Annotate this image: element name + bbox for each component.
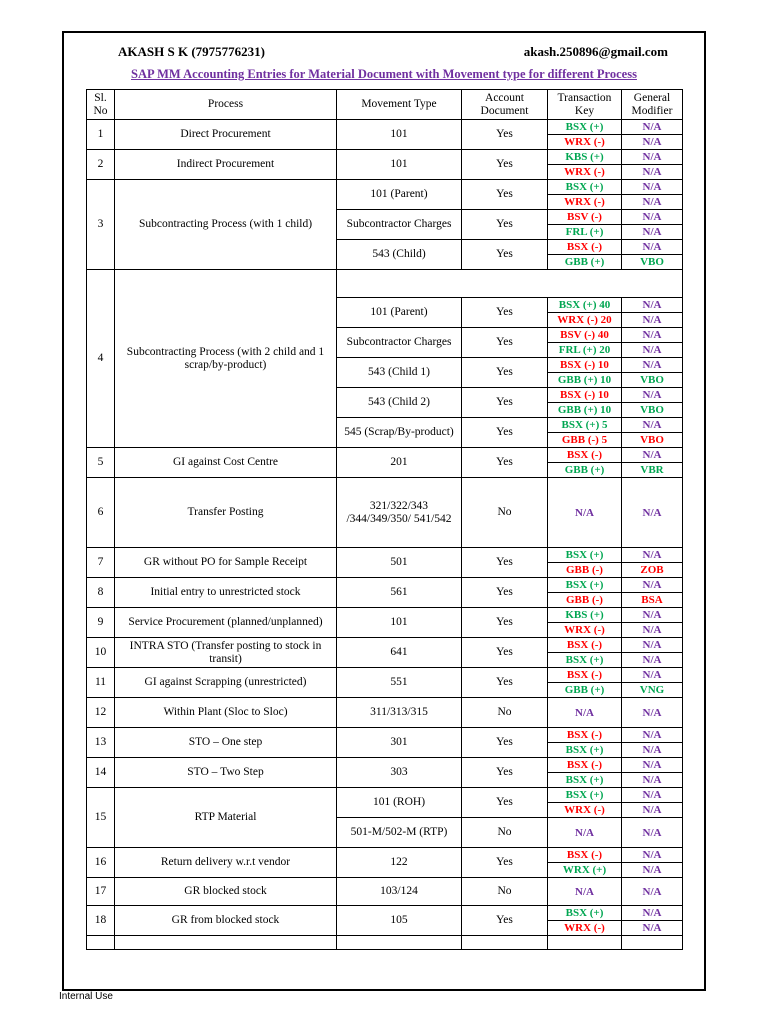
- transaction-key-cell: [548, 180, 622, 210]
- table-row: [87, 448, 683, 478]
- transaction-key-cell: [548, 878, 622, 906]
- transaction-key: WRX (-): [564, 196, 605, 208]
- serial-number: 13: [87, 728, 115, 758]
- general-modifier: N/A: [622, 328, 682, 343]
- serial-number: 4: [87, 270, 115, 448]
- table-row: [87, 270, 683, 298]
- transaction-key: N/A: [575, 826, 594, 839]
- transaction-key-cell: [548, 358, 622, 388]
- general-modifier-cell: [622, 906, 683, 936]
- general-modifier: N/A: [622, 358, 682, 373]
- transaction-key-cell: [548, 818, 622, 848]
- general-modifier: N/A: [642, 196, 662, 208]
- general-modifier: N/A: [622, 150, 682, 165]
- transaction-key: N/A: [575, 706, 594, 719]
- movement-type: 561: [337, 578, 462, 608]
- serial-number: 16: [87, 848, 115, 878]
- general-modifier-cell: [622, 180, 683, 210]
- general-modifier: N/A: [622, 788, 682, 803]
- serial-number: 18: [87, 906, 115, 936]
- transaction-key-cell: [548, 578, 622, 608]
- account-document: Yes: [462, 328, 548, 358]
- transaction-key-cell: [548, 608, 622, 638]
- movement-type: 101 (ROH): [337, 788, 462, 818]
- table-row: [87, 668, 683, 698]
- general-modifier-cell: [622, 210, 683, 240]
- general-modifier-cell: [622, 298, 683, 328]
- movement-type: 501: [337, 548, 462, 578]
- table-row: [87, 150, 683, 180]
- transaction-key-cell: [548, 388, 622, 418]
- process-name: GR blocked stock: [115, 878, 337, 906]
- general-modifier-cell: [622, 120, 683, 150]
- transaction-key-cell: [548, 906, 622, 936]
- transaction-key-cell: [548, 210, 622, 240]
- transaction-key-cell: [548, 240, 622, 270]
- transaction-key: WRX (-): [564, 624, 605, 636]
- movement-type: 303: [337, 758, 462, 788]
- table-row: [87, 608, 683, 638]
- account-document: Yes: [462, 906, 548, 936]
- account-document: Yes: [462, 120, 548, 150]
- transaction-key-cell: [548, 728, 622, 758]
- general-modifier-cell: [622, 698, 683, 728]
- account-document: Yes: [462, 418, 548, 448]
- serial-number: 1: [87, 120, 115, 150]
- movement-type: 101: [337, 150, 462, 180]
- transaction-key: BSX (-): [548, 668, 621, 683]
- general-modifier: N/A: [642, 864, 662, 876]
- transaction-key: BSX (+): [565, 654, 604, 666]
- general-modifier: BSA: [641, 594, 663, 606]
- process-name: RTP Material: [115, 788, 337, 848]
- movement-type: 101: [337, 120, 462, 150]
- transaction-key: BSX (+) 5: [548, 418, 621, 433]
- table-row: [87, 788, 683, 818]
- blank-cell: [337, 270, 683, 298]
- transaction-key: BSV (-) 40: [548, 328, 621, 343]
- movement-type: 551: [337, 668, 462, 698]
- transaction-key: BSX (-): [548, 638, 621, 653]
- general-modifier: N/A: [642, 166, 662, 178]
- transaction-key: BSX (-) 10: [548, 358, 621, 373]
- process-name: Direct Procurement: [115, 120, 337, 150]
- account-document: No: [462, 698, 548, 728]
- process-name: GR from blocked stock: [115, 906, 337, 936]
- blank-cell: [115, 936, 337, 950]
- serial-number: 6: [87, 478, 115, 548]
- table-row: [87, 758, 683, 788]
- transaction-key: BSV (-): [548, 210, 621, 225]
- general-modifier: N/A: [622, 848, 682, 863]
- process-name: GI against Cost Centre: [115, 448, 337, 478]
- blank-cell: [462, 936, 548, 950]
- account-document: Yes: [462, 388, 548, 418]
- movement-type: 105: [337, 906, 462, 936]
- general-modifier-cell: [622, 150, 683, 180]
- movement-type: Subcontractor Charges: [337, 210, 462, 240]
- general-modifier: N/A: [642, 344, 662, 356]
- transaction-key: BSX (+): [548, 906, 621, 921]
- transaction-key-cell: [548, 788, 622, 818]
- transaction-key: BSX (+): [565, 744, 604, 756]
- transaction-key: N/A: [575, 885, 594, 898]
- general-modifier: VBO: [640, 404, 664, 416]
- table-row: [87, 180, 683, 210]
- general-modifier: N/A: [622, 418, 682, 433]
- process-name: Service Procurement (planned/unplanned): [115, 608, 337, 638]
- general-modifier-cell: [622, 818, 683, 848]
- table-row: [87, 638, 683, 668]
- account-document: No: [462, 478, 548, 548]
- transaction-key: BSX (+): [565, 774, 604, 786]
- general-modifier: N/A: [642, 136, 662, 148]
- transaction-key: WRX (-): [564, 136, 605, 148]
- transaction-key: BSX (-): [548, 448, 621, 463]
- account-document: Yes: [462, 180, 548, 210]
- account-document: Yes: [462, 788, 548, 818]
- serial-number: 12: [87, 698, 115, 728]
- transaction-key: KBS (+): [548, 150, 621, 165]
- table-row: [87, 848, 683, 878]
- transaction-key-cell: [548, 150, 622, 180]
- process-name: INTRA STO (Transfer posting to stock in transit): [115, 638, 337, 668]
- general-modifier: N/A: [622, 388, 682, 403]
- account-document: Yes: [462, 638, 548, 668]
- general-modifier-cell: [622, 848, 683, 878]
- general-modifier-cell: [622, 418, 683, 448]
- process-name: Indirect Procurement: [115, 150, 337, 180]
- general-modifier: VNG: [639, 684, 665, 696]
- serial-number: 17: [87, 878, 115, 906]
- movement-type: 301: [337, 728, 462, 758]
- general-modifier: N/A: [642, 706, 662, 719]
- general-modifier: VBO: [640, 256, 664, 268]
- general-modifier: N/A: [642, 774, 662, 786]
- process-name: GR without PO for Sample Receipt: [115, 548, 337, 578]
- serial-number: 3: [87, 180, 115, 270]
- process-name: Within Plant (Sloc to Sloc): [115, 698, 337, 728]
- transaction-key: WRX (-): [564, 804, 605, 816]
- account-document: Yes: [462, 358, 548, 388]
- blank-cell: [548, 936, 622, 950]
- column-header: Movement Type: [337, 90, 462, 120]
- transaction-key: GBB (-): [566, 564, 603, 576]
- transaction-key-cell: [548, 448, 622, 478]
- general-modifier: N/A: [642, 654, 662, 666]
- table-row: [87, 878, 683, 906]
- serial-number: 9: [87, 608, 115, 638]
- general-modifier-cell: [622, 668, 683, 698]
- transaction-key-cell: [548, 638, 622, 668]
- account-document: No: [462, 818, 548, 848]
- general-modifier-cell: [622, 728, 683, 758]
- transaction-key-cell: [548, 328, 622, 358]
- transaction-key: GBB (+): [564, 684, 605, 696]
- account-document: Yes: [462, 728, 548, 758]
- account-document: Yes: [462, 848, 548, 878]
- transaction-key: WRX (+): [562, 864, 607, 876]
- table-row: [87, 548, 683, 578]
- process-name: STO – Two Step: [115, 758, 337, 788]
- table-row: [87, 578, 683, 608]
- process-name: Return delivery w.r.t vendor: [115, 848, 337, 878]
- general-modifier: N/A: [642, 885, 662, 898]
- general-modifier: N/A: [622, 638, 682, 653]
- general-modifier: N/A: [622, 548, 682, 563]
- transaction-key-cell: [548, 418, 622, 448]
- general-modifier-cell: [622, 478, 683, 548]
- movement-type: 311/313/315: [337, 698, 462, 728]
- table-row: [87, 120, 683, 150]
- transaction-key-cell: [548, 548, 622, 578]
- blank-cell: [622, 936, 683, 950]
- transaction-key-cell: [548, 120, 622, 150]
- transaction-key: BSX (-): [548, 848, 621, 863]
- serial-number: 8: [87, 578, 115, 608]
- transaction-key: GBB (-): [566, 594, 603, 606]
- account-document: Yes: [462, 668, 548, 698]
- transaction-key: BSX (-): [548, 728, 621, 743]
- movement-type: 501-M/502-M (RTP): [337, 818, 462, 848]
- author-email: akash.250896@gmail.com: [523, 44, 668, 59]
- movement-type: 101 (Parent): [337, 180, 462, 210]
- general-modifier: N/A: [642, 624, 662, 636]
- general-modifier: N/A: [642, 922, 662, 934]
- movement-type: 101 (Parent): [337, 298, 462, 328]
- general-modifier-cell: [622, 548, 683, 578]
- general-modifier-cell: [622, 328, 683, 358]
- movement-type: 543 (Child 1): [337, 358, 462, 388]
- account-document: Yes: [462, 578, 548, 608]
- general-modifier-cell: [622, 388, 683, 418]
- movement-type: 321/322/343 /344/349/350/ 541/542: [337, 478, 462, 548]
- transaction-key: FRL (+): [565, 226, 604, 238]
- transaction-key: KBS (+): [548, 608, 621, 623]
- serial-number: 7: [87, 548, 115, 578]
- transaction-key: FRL (+) 20: [558, 344, 611, 356]
- author-name: AKASH S K (7975776231): [118, 44, 265, 59]
- transaction-key: WRX (-): [564, 922, 605, 934]
- process-name: Subcontracting Process (with 2 child and 1 scrap/by-product): [115, 270, 337, 448]
- transaction-key: BSX (+) 40: [548, 298, 621, 313]
- movement-type: 103/124: [337, 878, 462, 906]
- transaction-key: BSX (+): [548, 578, 621, 593]
- table-row: [87, 698, 683, 728]
- general-modifier: VBO: [640, 374, 664, 386]
- general-modifier: N/A: [622, 240, 682, 255]
- blank-cell: [337, 936, 462, 950]
- general-modifier-cell: [622, 878, 683, 906]
- account-document: Yes: [462, 298, 548, 328]
- general-modifier: VBR: [640, 464, 664, 476]
- movement-type: 201: [337, 448, 462, 478]
- general-modifier-cell: [622, 608, 683, 638]
- general-modifier-cell: [622, 758, 683, 788]
- process-name: Transfer Posting: [115, 478, 337, 548]
- general-modifier: N/A: [642, 826, 662, 839]
- general-modifier: N/A: [642, 226, 662, 238]
- general-modifier-cell: [622, 240, 683, 270]
- movement-type: 122: [337, 848, 462, 878]
- table-header-row: [87, 90, 683, 120]
- movement-type: 545 (Scrap/By-product): [337, 418, 462, 448]
- general-modifier-cell: [622, 578, 683, 608]
- accounting-entries-table: [86, 89, 683, 950]
- general-modifier: N/A: [642, 506, 662, 519]
- movement-type: 101: [337, 608, 462, 638]
- column-header: Process: [115, 90, 337, 120]
- serial-number: 15: [87, 788, 115, 848]
- account-document: Yes: [462, 448, 548, 478]
- general-modifier: N/A: [622, 448, 682, 463]
- movement-type: Subcontractor Charges: [337, 328, 462, 358]
- column-header: Account Document: [462, 90, 548, 120]
- general-modifier: N/A: [622, 180, 682, 195]
- account-document: Yes: [462, 608, 548, 638]
- table-row: [87, 478, 683, 548]
- general-modifier: N/A: [642, 804, 662, 816]
- column-header: Transaction Key: [548, 90, 622, 120]
- transaction-key: BSX (+): [548, 788, 621, 803]
- general-modifier: ZOB: [640, 564, 664, 576]
- transaction-key: N/A: [575, 506, 594, 519]
- general-modifier: N/A: [622, 668, 682, 683]
- transaction-key-cell: [548, 848, 622, 878]
- transaction-key: BSX (-): [548, 758, 621, 773]
- serial-number: 11: [87, 668, 115, 698]
- general-modifier: N/A: [622, 120, 682, 135]
- blank-cell: [87, 936, 115, 950]
- transaction-key: WRX (-) 20: [557, 314, 612, 326]
- account-document: Yes: [462, 150, 548, 180]
- transaction-key-cell: [548, 478, 622, 548]
- column-header: Sl. No: [87, 90, 115, 120]
- transaction-key-cell: [548, 668, 622, 698]
- transaction-key: GBB (+): [564, 464, 605, 476]
- account-document: Yes: [462, 548, 548, 578]
- transaction-key: BSX (+): [548, 548, 621, 563]
- general-modifier: N/A: [622, 608, 682, 623]
- column-header: General Modifier: [622, 90, 683, 120]
- general-modifier: N/A: [642, 314, 662, 326]
- process-name: Initial entry to unrestricted stock: [115, 578, 337, 608]
- transaction-key-cell: [548, 698, 622, 728]
- general-modifier: N/A: [622, 758, 682, 773]
- movement-type: 543 (Child 2): [337, 388, 462, 418]
- general-modifier: N/A: [642, 744, 662, 756]
- account-document: No: [462, 878, 548, 906]
- movement-type: 543 (Child): [337, 240, 462, 270]
- transaction-key: GBB (+) 10: [557, 404, 612, 416]
- serial-number: 14: [87, 758, 115, 788]
- general-modifier: N/A: [622, 728, 682, 743]
- movement-type: 641: [337, 638, 462, 668]
- transaction-key: BSX (+): [548, 120, 621, 135]
- table-row: [87, 906, 683, 936]
- serial-number: 5: [87, 448, 115, 478]
- table-row: [87, 936, 683, 950]
- transaction-key-cell: [548, 758, 622, 788]
- process-name: STO – One step: [115, 728, 337, 758]
- account-document: Yes: [462, 210, 548, 240]
- transaction-key: BSX (-): [548, 240, 621, 255]
- footer-label: Internal Use: [59, 991, 113, 1002]
- general-modifier: N/A: [622, 210, 682, 225]
- general-modifier: N/A: [622, 906, 682, 921]
- general-modifier: N/A: [622, 578, 682, 593]
- general-modifier: N/A: [622, 298, 682, 313]
- general-modifier-cell: [622, 788, 683, 818]
- general-modifier-cell: [622, 448, 683, 478]
- process-name: GI against Scrapping (unrestricted): [115, 668, 337, 698]
- general-modifier-cell: [622, 638, 683, 668]
- table-row: [87, 728, 683, 758]
- document-title: SAP MM Accounting Entries for Material Document with Movement type for different Process: [131, 67, 637, 81]
- general-modifier: VBO: [640, 434, 664, 446]
- transaction-key: BSX (-) 10: [548, 388, 621, 403]
- transaction-key-cell: [548, 298, 622, 328]
- transaction-key: WRX (-): [564, 166, 605, 178]
- account-document: Yes: [462, 758, 548, 788]
- transaction-key: GBB (+): [564, 256, 605, 268]
- general-modifier-cell: [622, 358, 683, 388]
- process-name: Subcontracting Process (with 1 child): [115, 180, 337, 270]
- serial-number: 2: [87, 150, 115, 180]
- transaction-key: GBB (+) 10: [557, 374, 612, 386]
- serial-number: 10: [87, 638, 115, 668]
- transaction-key: GBB (-) 5: [561, 434, 608, 446]
- account-document: Yes: [462, 240, 548, 270]
- transaction-key: BSX (+): [548, 180, 621, 195]
